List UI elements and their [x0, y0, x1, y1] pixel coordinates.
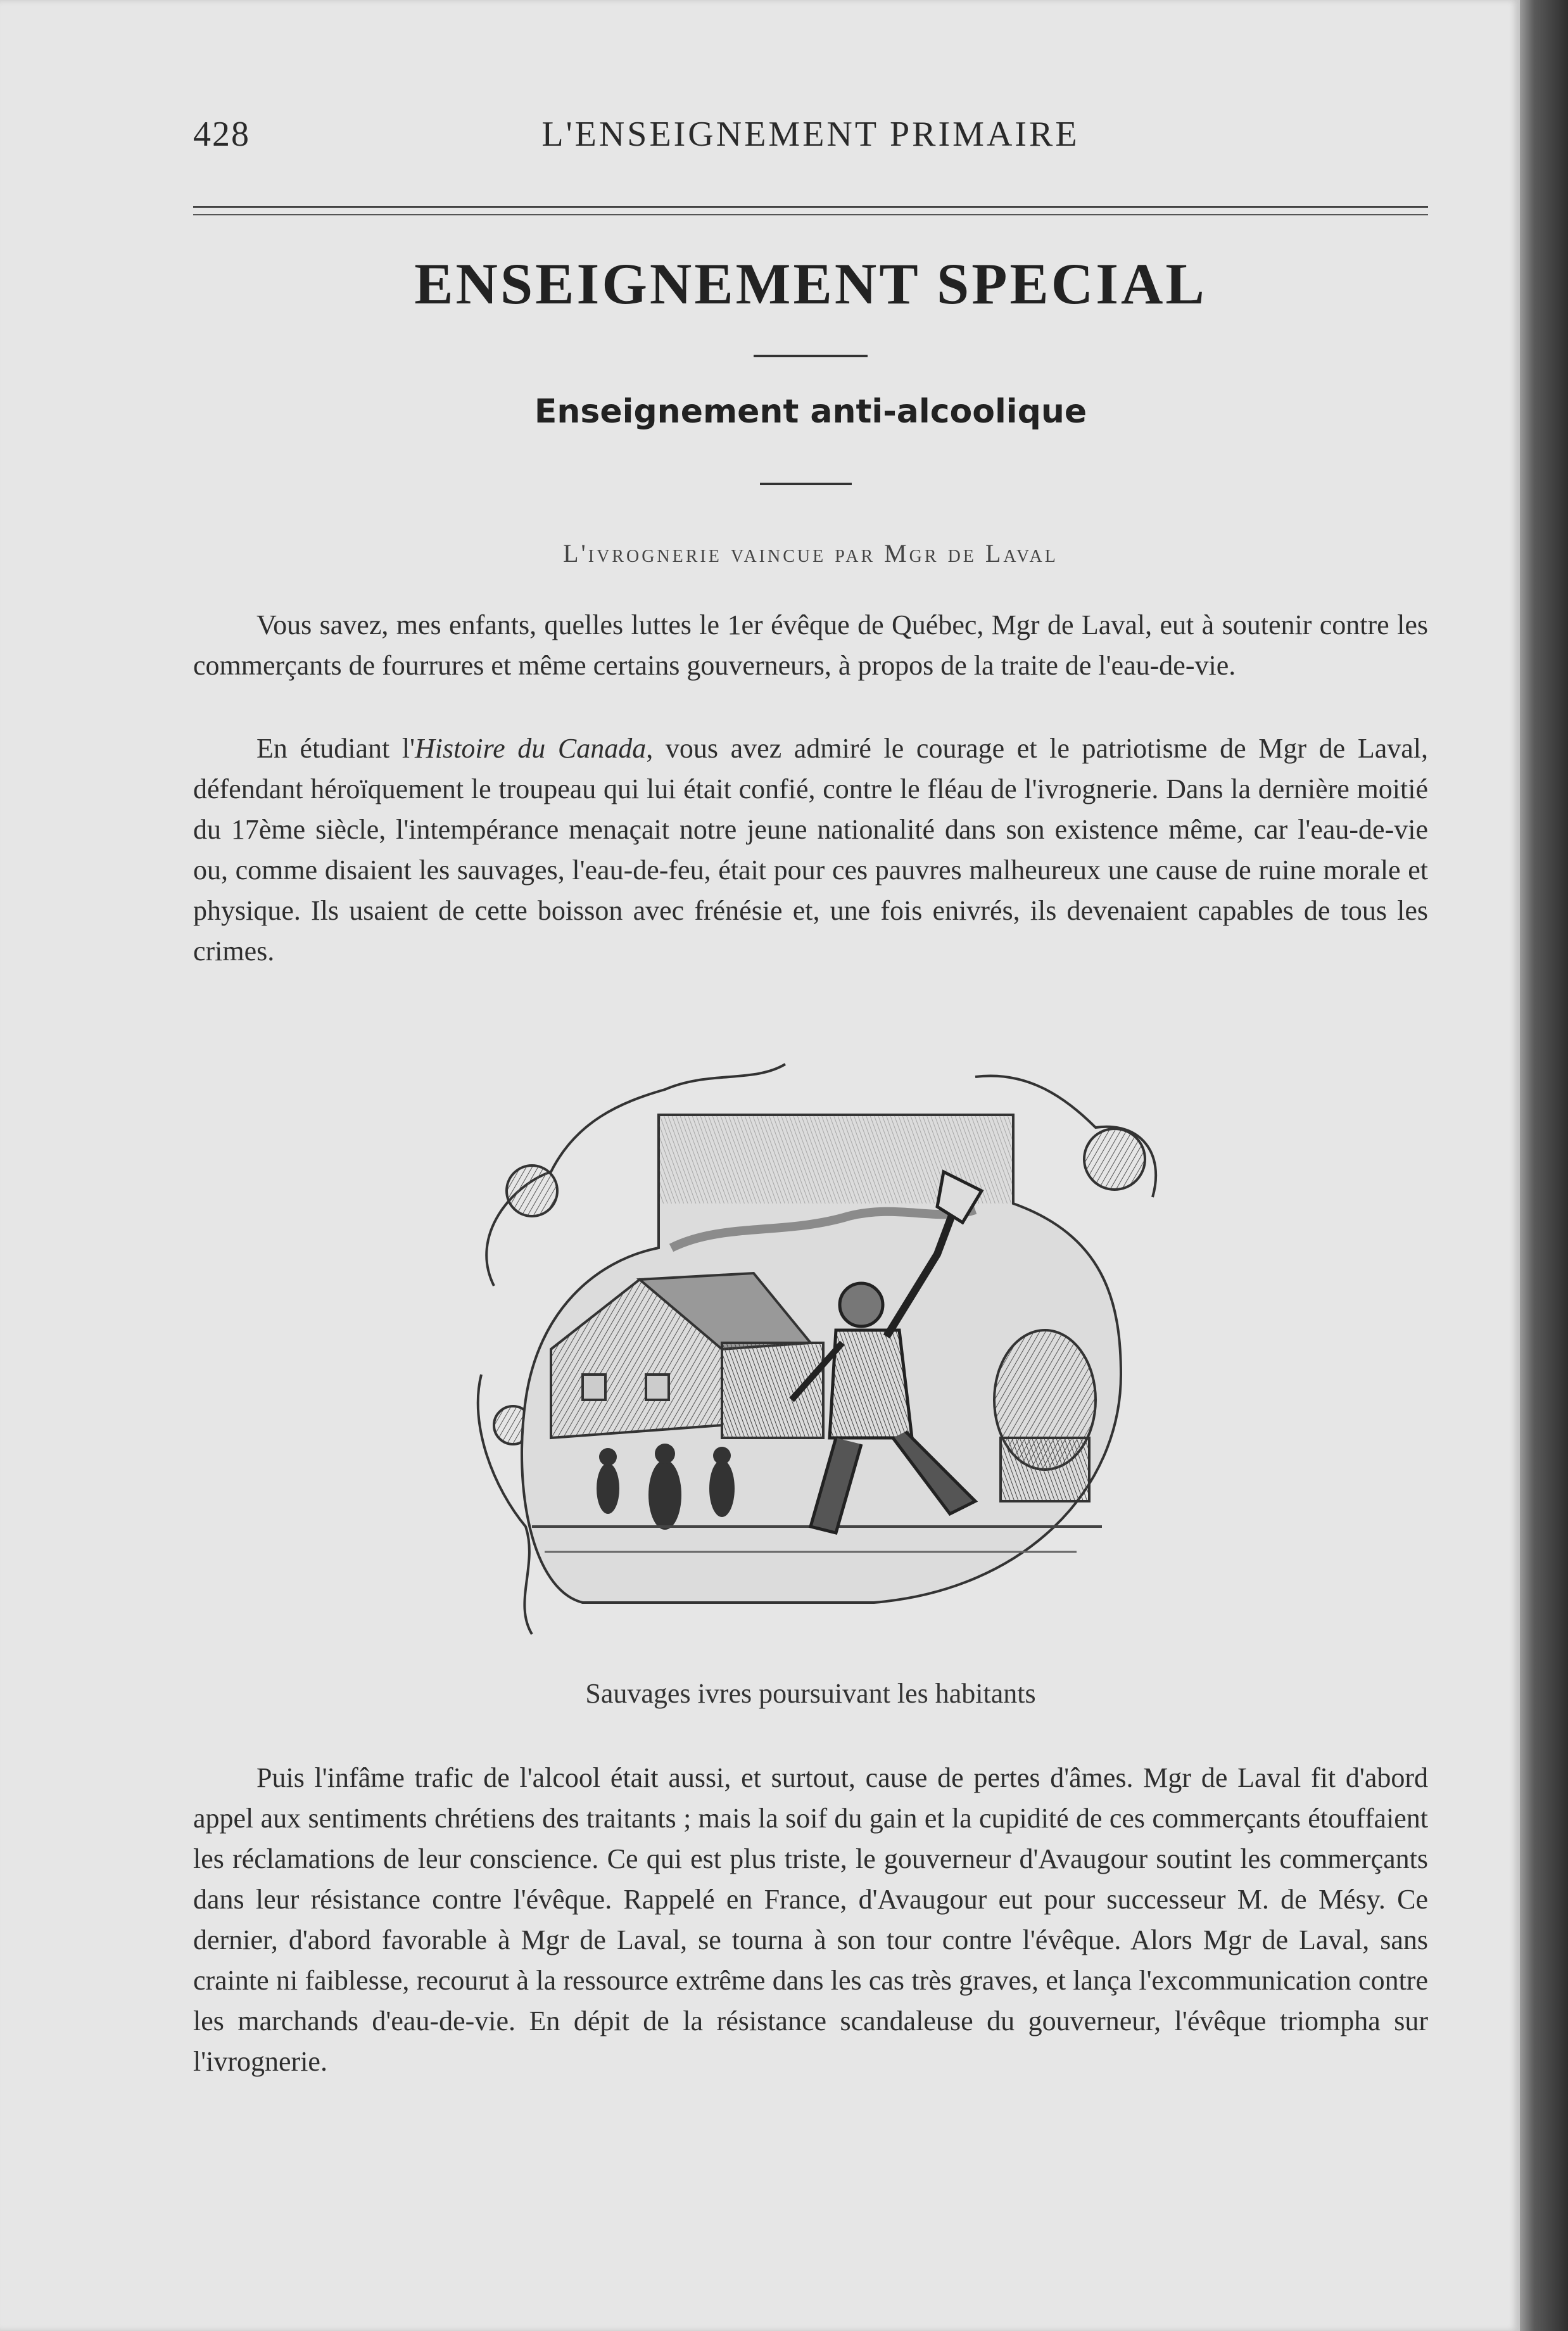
section-title: ENSEIGNEMENT SPECIAL	[414, 251, 1207, 316]
illustration-caption: Sauvages ivres poursuivant les habitants	[585, 1678, 1036, 1709]
trees	[994, 1330, 1096, 1501]
paragraph-2-body: de Mgr de Laval, défendant héroïquement le troupeau qui lui était confié, contre le fléau de l'ivrognerie. Dans la dernière moitié du 17ème siècle, l'intempérance menaçait notre jeune nationalité dans son existence même, car l'eau-de-vie ou, comme disaient les sauvages, l'eau-de-feu, était pour ces pauvres malheureux une cause de ruine morale et physique. Ils usaient de cette boisson avec frénésie et, une fois enivrés, ils devenaient capables de tous les crimes.	[193, 733, 1428, 967]
paragraph-2	[193, 728, 1428, 972]
header-rule	[193, 206, 1428, 215]
journal-title: L'ENSEIGNEMENT PRIMAIRE	[541, 115, 1080, 154]
running-head	[193, 114, 1428, 165]
paragraph-1: Vous savez, mes enfants, quelles luttes le 1er évêque de Québec, Mgr de Laval, eut à soutenir contre les commerçants de fourrures et même certains gouverneurs, à propos de la traite de l'eau-de-vie.	[193, 609, 1428, 681]
paragraph-2-lead: En étudiant l'	[256, 733, 415, 764]
page-number: 428	[193, 115, 250, 154]
subtitle-divider	[760, 483, 852, 485]
book-edge	[1520, 0, 1568, 2331]
article-heading: L'ivrognerie vaincue par Mgr de Laval	[563, 539, 1058, 568]
book-title: Histoire du Canada	[415, 733, 647, 764]
engraving-illustration	[456, 1045, 1191, 1653]
closing-paragraph: Puis l'infâme trafic de l'alcool était aussi, et surtout, cause de pertes d'âmes. Mgr de Laval fit d'abord appel aux sentiments chrétiens des traitants ; mais la soif du gain et la cupidité de ces commerçants étouffaient les réclamations de leur conscience. Ce qui est plus triste, le gouverneur d'Avaugour soutint les commerçants dans leur résistance contre l'évêque. Rappelé en France, d'Avaugour eut pour successeur M. de Mésy. Ce dernier, d'abord favorable à Mgr de Laval, se tourna à son tour contre l'évêque. Alors Mgr de Laval, sans crainte ni faiblesse, recourut à la ressource extrême dans les cas très graves, et lança l'excommunication contre les marchands d'eau-de-vie. En dépit de la résistance scandaleuse du gouverneur, l'évêque triompha sur l'ivrognerie.	[193, 1762, 1428, 2077]
title-divider	[754, 355, 868, 357]
paragraph-2-after-title: , vous avez admiré le courage et le patriotisme	[646, 733, 1220, 764]
subtitle: Enseignement anti-alcoolique	[534, 393, 1087, 431]
